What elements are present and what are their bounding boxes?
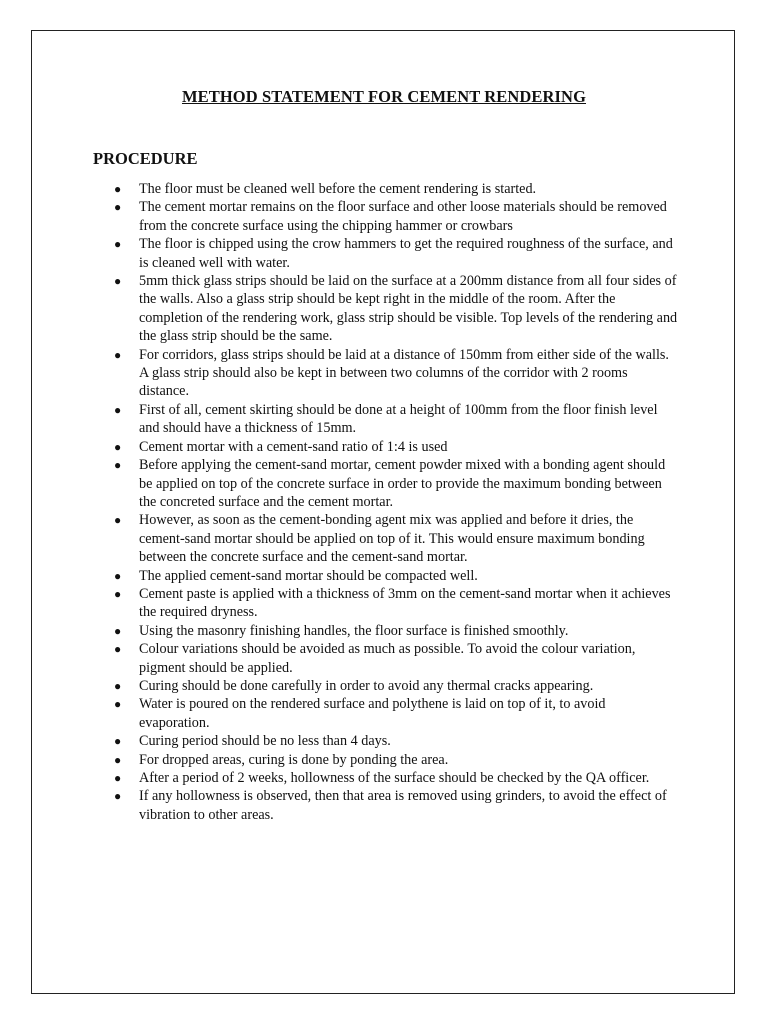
procedure-item-text: The cement mortar remains on the floor surface and other loose materials should be removed from the concrete surface using the chipping hammer or crowbars [139,199,667,234]
procedure-item-text: First of all, cement skirting should be done at a height of 100mm from the floor finish level and should have a thickness of 15mm. [139,401,658,437]
procedure-item-text: The floor must be cleaned well before the cement rendering is started. [139,181,537,197]
procedure-item-text: Colour variations should be avoided as much as possible. To avoid the colour variation, pigment should be applied. [139,641,636,676]
bullet-icon: ● [114,200,122,215]
procedure-item-text: However, as soon as the cement-bonding agent mix was applied and before it dries, the cement-sand mortar should be applied on top of it. This would ensure maximum bonding between the concrete surface and the cement-sand mortar. [139,512,645,566]
procedure-item [114,677,679,695]
bullet-icon: ● [114,439,122,454]
procedure-item [114,622,679,640]
bullet-icon: ● [114,182,122,196]
procedure-item-text: The applied cement-sand mortar should be compacted well. [139,567,478,584]
procedure-item [114,695,679,732]
procedure-item-text: Curing should be done carefully in order to avoid any thermal cracks appearing. [139,677,594,694]
procedure-item [114,180,679,198]
procedure-item [114,511,679,566]
procedure-item [114,787,679,824]
bullet-icon: ● [114,586,122,601]
procedure-item-text: For corridors, glass strips should be laid at a distance of 150mm from either side of the walls. A glass strip should also be kept in between two columns of the corridor with 2 rooms distance. [139,346,669,400]
procedure-item-text: Using the masonry finishing handles, the floor surface is finished smoothly. [139,622,569,639]
procedure-item [114,401,679,438]
procedure-item-text: The floor is chipped using the crow hammers to get the required roughness of the surface, and is cleaned well with water. [139,236,673,271]
bullet-icon: ● [114,237,122,252]
procedure-item [114,732,679,750]
bullet-icon: ● [114,771,122,785]
procedure-item [114,567,679,585]
bullet-icon: ● [114,402,122,417]
procedure-item-text: Water is poured on the rendered surface and polythene is laid on top of it, to avoid evaporation. [139,696,606,731]
section-heading-procedure: PROCEDURE [93,149,198,168]
bullet-icon: ● [114,568,122,583]
procedure-item-text: Curing period should be no less than 4 days. [139,733,391,750]
procedure-item-text: Before applying the cement-sand mortar, cement powder mixed with a bonding agent should be applied on top of the concrete surface in order to provide the maximum bonding between the concreted surface and the cement mortar. [139,457,666,510]
procedure-item [114,769,679,787]
procedure-item [114,751,679,769]
procedure-item-text: If any hollowness is observed, then that area is removed using grinders, to avoid the effect of vibration to other areas. [139,788,667,823]
procedure-item [114,438,679,456]
procedure-item-text: 5mm thick glass strips should be laid on the surface at a 200mm distance from all four sides of the walls. Also a glass strip should be kept right in the middle of the room. After the completion of the rendering work, glass strip should be visible. Top levels of the rendering and the glass strip should be the same. [139,273,678,345]
bullet-icon: ● [114,623,122,638]
procedure-item-text: After a period of 2 weeks, hollowness of the surface should be checked by the QA officer. [139,770,650,786]
bullet-icon: ● [114,697,122,712]
procedure-item-text: Cement mortar with a cement-sand ratio of 1:4 is used [139,438,448,455]
procedure-item [114,198,679,235]
procedure-item [114,235,679,272]
bullet-icon: ● [114,347,122,362]
procedure-item [114,640,679,677]
procedure-list [114,180,679,824]
procedure-item-text: Cement paste is applied with a thickness of 3mm on the cement-sand mortar when it achieves the required dryness. [139,585,671,621]
procedure-item-text: For dropped areas, curing is done by ponding the area. [139,751,449,768]
bullet-icon: ● [114,752,122,767]
bullet-icon: ● [114,678,122,693]
procedure-item [114,272,679,346]
procedure-item [114,346,679,401]
bullet-icon: ● [114,274,122,289]
bullet-icon: ● [114,458,122,473]
procedure-item [114,585,679,622]
bullet-icon: ● [114,513,122,528]
bullet-icon: ● [114,734,122,749]
procedure-item [114,456,679,511]
bullet-icon: ● [114,789,122,804]
document-title: METHOD STATEMENT FOR CEMENT RENDERING [181,87,587,106]
bullet-icon: ● [114,642,122,657]
